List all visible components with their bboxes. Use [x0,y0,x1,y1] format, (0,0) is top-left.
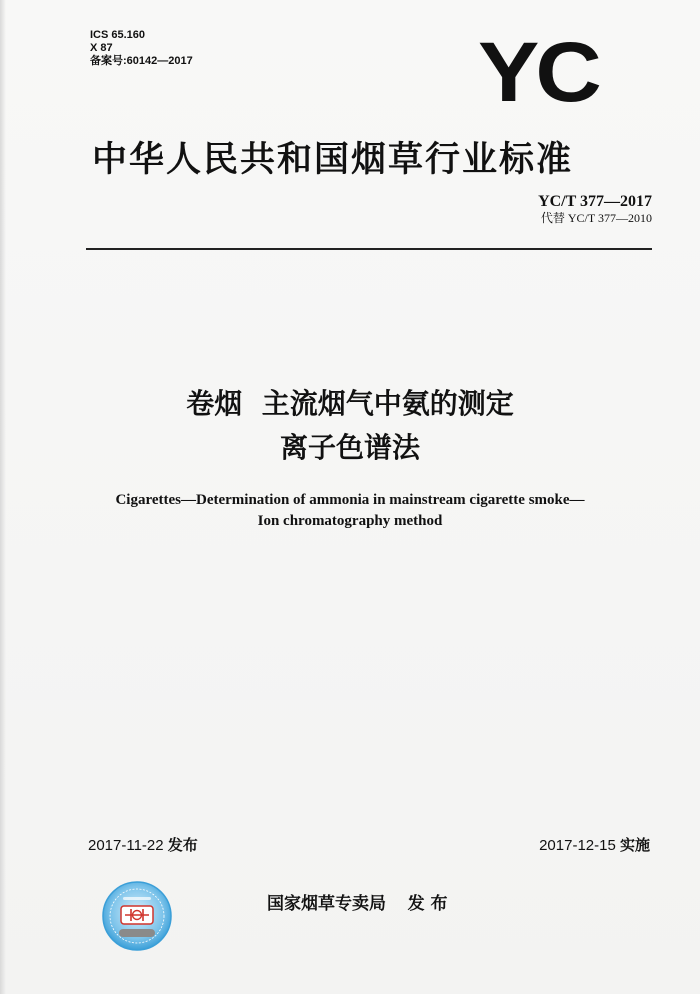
title-en-line2: Ion chromatography method [257,513,443,529]
issue-label: 发布 [167,836,198,854]
class-code: X 87 [90,42,113,54]
issuer-name: 国家烟草专卖局 [267,894,386,914]
ics-code: ICS 65.160 [90,29,146,41]
yc-logo: YC [478,25,598,120]
standard-code-block [538,193,652,225]
filing-number: 备案号:60142—2017 [90,55,193,67]
classification-block [90,29,193,68]
replaces-code: 代替 YC/T 377—2010 [540,211,652,225]
issue-date-block [88,834,198,855]
effective-date-block [539,834,650,855]
issuer-action: 发 布 [407,894,448,914]
document-title-en [0,490,700,532]
title-zh-line2: 离子色谱法 [279,431,420,464]
issue-date: 2017-11-22 [88,837,164,854]
standard-code: YC/T 377—2017 [538,193,652,210]
anti-counterfeit-seal-icon [101,880,173,952]
title-en-line1: Cigarettes—Determination of ammonia in mainstream cigarette smoke— [115,492,585,508]
issuer-line [267,889,448,914]
effective-label: 实施 [619,836,650,854]
document-title-zh [0,382,700,470]
standard-title: 中华人民共和国烟草行业标准 [92,140,574,180]
effective-date: 2017-12-15 [539,837,616,854]
header-divider [86,248,652,250]
title-zh-line1: 卷烟 主流烟气中氨的测定 [186,387,514,420]
